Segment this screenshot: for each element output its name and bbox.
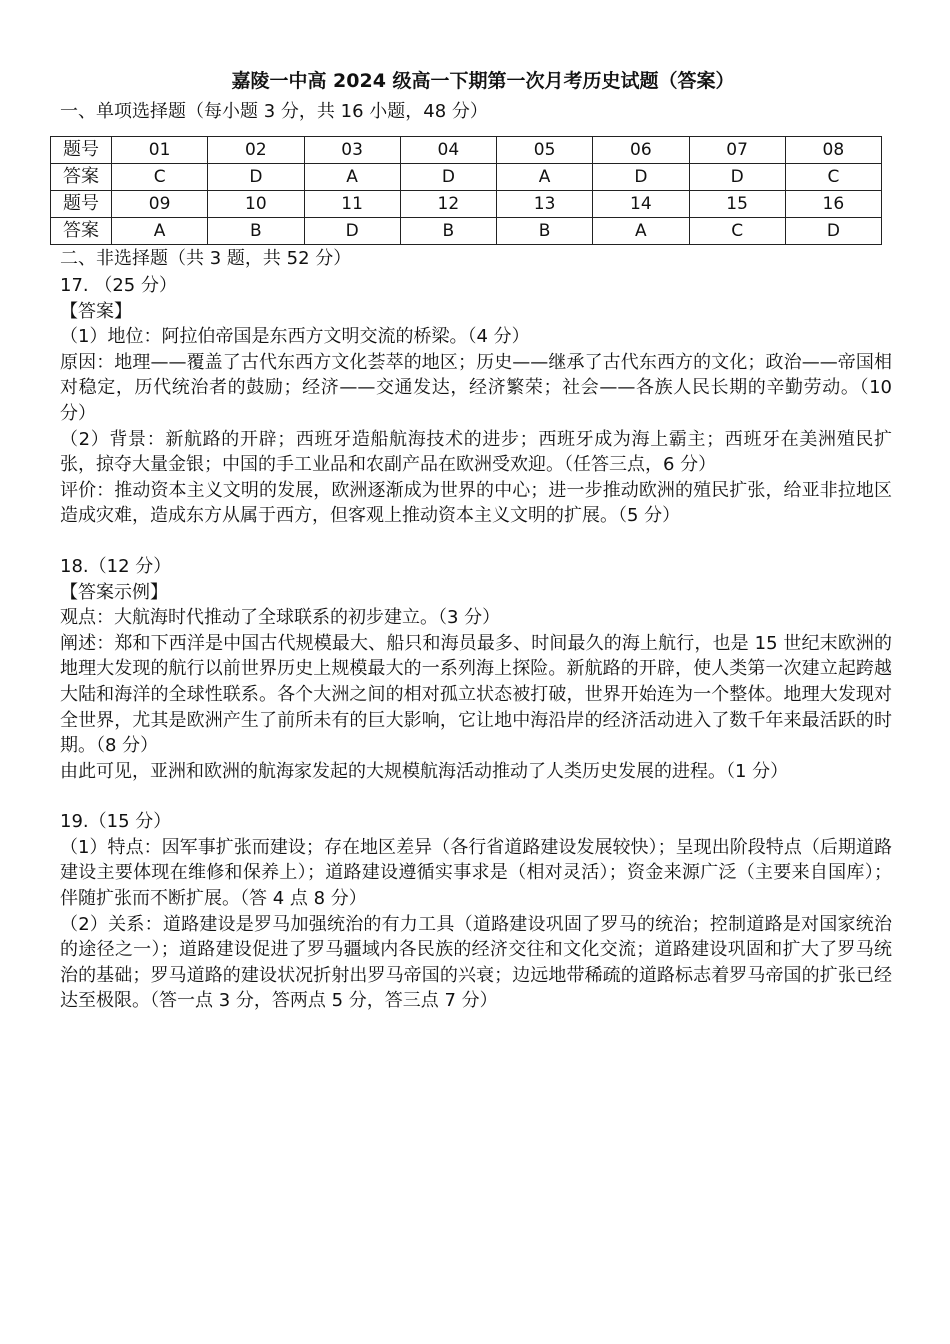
answer-cell: D [304,218,400,245]
table-row-answers-1 [51,164,882,191]
question-19-part2: （2）关系：道路建设是罗马加强统治的有力工具（道路建设巩固了罗马的统治；控制道路是对国家统治的途径之一）；道路建设促进了罗马疆域内各民族的经济交往和文化交流；道路建设巩固和扩大了罗马统治的基础；罗马道路的建设状况折射出罗马帝国的兴衰；边远地带稀疏的道路标志着罗马帝国的扩张已经达至极限。（答一点 3 分，答两点 5 分，答三点 7 分） [60,913,892,1012]
question-number-cell: 11 [304,191,400,218]
question-number-cell: 14 [593,191,689,218]
answer-cell: D [208,164,304,191]
question-18 [60,554,892,784]
question-number-cell: 10 [208,191,304,218]
question-number-cell: 09 [112,191,208,218]
question-number-cell: 01 [112,137,208,164]
question-number-cell: 16 [785,191,881,218]
question-number-cell: 04 [400,137,496,164]
section-one-heading: 一、单项选择题（每小题 3 分，共 16 小题，48 分） [60,101,488,122]
table-row-answers-2 [51,218,882,245]
question-17-header: 17. （25 分） [60,275,177,296]
question-19-header: 19.（15 分） [60,811,172,833]
row-label-answer: 答案 [51,164,112,191]
answer-cell: D [400,164,496,191]
question-number-cell: 02 [208,137,304,164]
answer-cell: D [785,218,881,245]
question-number-cell: 03 [304,137,400,164]
question-number-cell: 08 [785,137,881,164]
row-label-number: 题号 [51,191,112,218]
answer-cell: C [785,164,881,191]
question-number-cell: 12 [400,191,496,218]
answer-cell: A [593,218,689,245]
row-label-number: 题号 [51,137,112,164]
answer-cell: C [689,218,785,245]
question-number-cell: 13 [497,191,593,218]
question-number-cell: 06 [593,137,689,164]
section-two-heading: 二、非选择题（共 3 题，共 52 分） [60,248,352,269]
answer-cell: A [112,218,208,245]
answer-sheet [60,66,892,1014]
question-17-part2: （2）背景：新航路的开辟；西班牙造船航海技术的进步；西班牙成为海上霸主；西班牙在美洲殖民扩张，掠夺大量金银；中国的手工业品和农副产品在欧洲受欢迎。（任答三点，6 分） [60,428,892,476]
answer-cell: D [689,164,785,191]
answer-table [50,136,882,245]
question-17-reasons: 原因：地理——覆盖了古代东西方文化荟萃的地区；历史——继承了古代东西方的文化；政治——帝国相对稳定，历代统治者的鼓励；经济——交通发达，经济繁荣；社会——各族人民长期的辛勤劳动。（10 分） [60,351,892,424]
answer-cell: B [497,218,593,245]
answer-cell: A [304,164,400,191]
question-18-elaboration: 阐述：郑和下西洋是中国古代规模最大、船只和海员最多、时间最久的海上航行，也是 15 世纪末欧洲的地理大发现的航行以前世界历史上规模最大的一系列海上探险。新航路的开辟，使人类第一次建立起跨越大陆和海洋的全球性联系。各个大洲之间的相对孤立状态被打破，世界开始连为一个整体。地理大发现对全世界，尤其是欧洲产生了前所未有的巨大影响，它让地中海沿岸的经济活动进入了数千年来最活跃的时期。（8 分） [60,632,892,757]
question-18-viewpoint: 观点：大航海时代推动了全球联系的初步建立。（3 分） [60,607,501,629]
question-17-tag: 【答案】 [60,300,132,322]
question-18-header: 18.（12 分） [60,555,172,577]
answer-cell: D [593,164,689,191]
answer-cell: C [112,164,208,191]
spacer [60,529,892,554]
question-number-cell: 07 [689,137,785,164]
answer-cell: B [208,218,304,245]
question-18-tag: 【答案示例】 [60,581,168,603]
question-17-part1: （1）地位：阿拉伯帝国是东西方文明交流的桥梁。（4 分） [60,326,530,348]
question-19 [60,809,892,1014]
question-17 [60,273,892,529]
spacer [60,784,892,809]
table-row-numbers-1 [51,137,882,164]
document-title: 嘉陵一中高 2024 级高一下期第一次月考历史试题（答案） [231,70,735,92]
answer-cell: B [400,218,496,245]
question-number-cell: 15 [689,191,785,218]
question-19-part1: （1）特点：因军事扩张而建设；存在地区差异（各行省道路建设发展较快）；呈现出阶段特点（后期道路建设主要体现在维修和保养上）；道路建设遵循实事求是（相对灵活）；资金来源广泛（主要来自国库）；伴随扩张而不断扩展。（答 4 点 8 分） [60,836,892,910]
answer-cell: A [497,164,593,191]
question-number-cell: 05 [497,137,593,164]
question-18-conclusion: 由此可见，亚洲和欧洲的航海家发起的大规模航海活动推动了人类历史发展的进程。（1 分） [60,760,789,782]
row-label-answer: 答案 [51,218,112,245]
table-row-numbers-2 [51,191,882,218]
question-17-evaluation: 评价：推动资本主义文明的发展，欧洲逐渐成为世界的中心；进一步推动欧洲的殖民扩张，给亚非拉地区造成灾难，造成东方从属于西方，但客观上推动资本主义文明的扩展。（5 分） [60,479,892,527]
